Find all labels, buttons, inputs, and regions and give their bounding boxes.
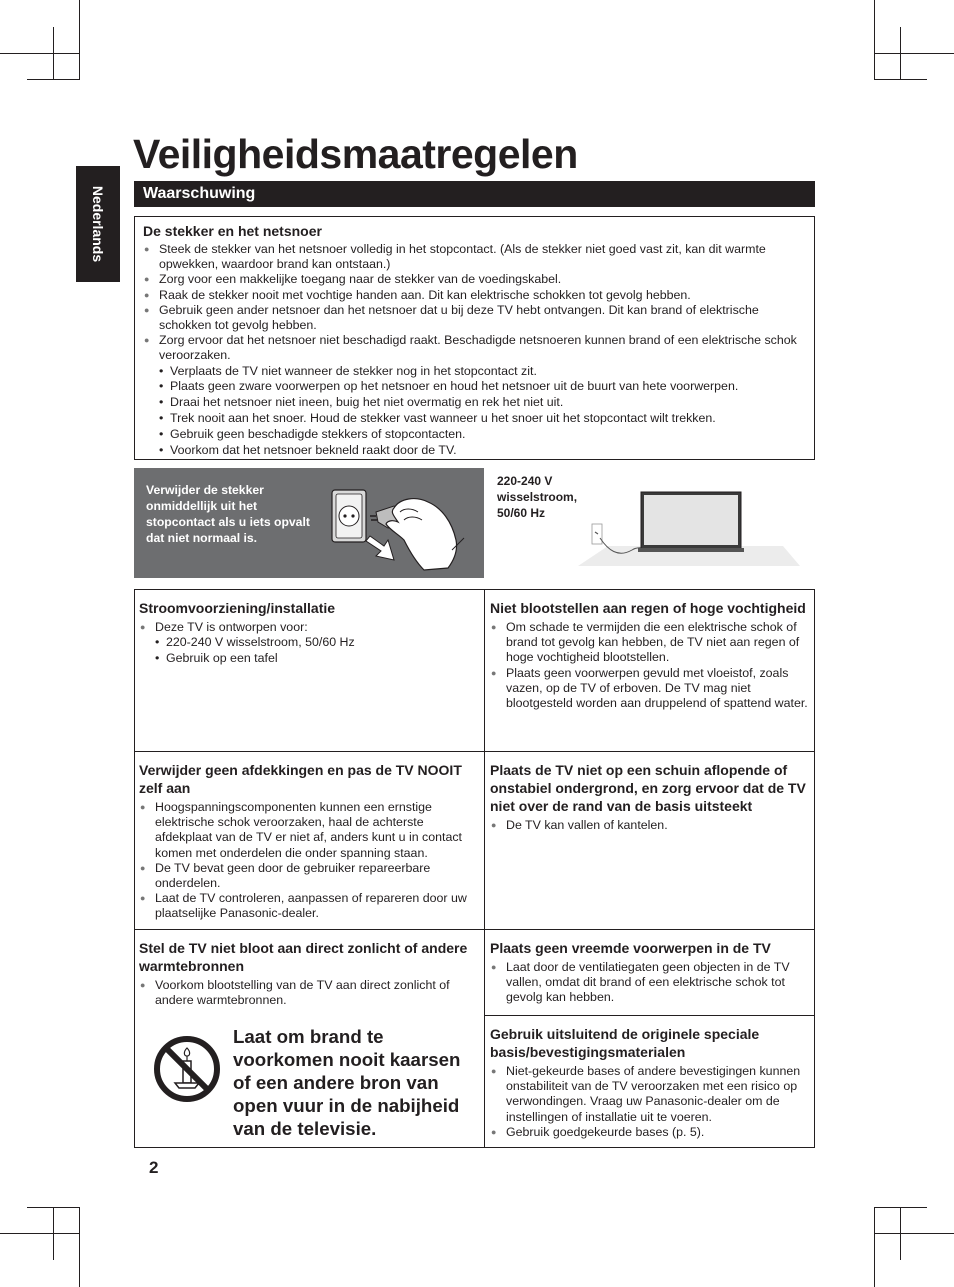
list-item: ● Laat door de ventilatiegaten geen objecten in de TV vallen, omdat dit brand of een elektrische schok tot gevolg kan hebben.	[490, 960, 809, 1006]
crop-mark	[0, 53, 80, 54]
language-tab	[76, 166, 120, 282]
covers-bullets	[139, 800, 478, 922]
sunlight-title: Stel de TV niet bloot aan direct zonlicht of andere warmtebronnen	[139, 940, 468, 974]
stand-cell	[485, 1015, 815, 1140]
rain-title: Niet blootstellen aan regen of hoge vochtigheid	[490, 600, 806, 616]
list-item: • Voorkom dat het netsnoer bekneld raakt door de TV.	[143, 443, 806, 459]
unplug-illustration	[324, 478, 474, 574]
crop-mark	[79, 1207, 80, 1287]
foreign-objects-cell	[485, 929, 815, 1006]
stand-bullets	[490, 1064, 809, 1140]
crop-mark	[874, 1207, 927, 1208]
list-item: • Trek nooit aan het snoer. Houd de stekker vast wanneer u het snoer uit het stopcontact wilt trekken.	[143, 411, 806, 427]
plug-section	[134, 216, 815, 460]
list-item: ● Zorg voor een makkelijke toegang naar de stekker van de voedingskabel.	[143, 272, 806, 287]
crop-mark	[874, 79, 927, 80]
crop-mark	[874, 53, 954, 54]
list-item: ● Laat de TV controleren, aanpassen of repareren door uw plaatselijke Panasonic-dealer.	[139, 891, 478, 921]
tv-illustration	[578, 488, 803, 568]
power-cell	[134, 589, 484, 667]
foreign-title: Plaats geen vreemde voorwerpen in de TV	[490, 940, 771, 956]
list-item: ● Voorkom blootstelling van de TV aan direct zonlicht of andere warmtebronnen.	[139, 978, 478, 1008]
slope-bullets	[490, 818, 809, 833]
page-number: 2	[149, 1158, 159, 1177]
list-item: ● De TV bevat geen door de gebruiker repareerbare onderdelen.	[139, 861, 478, 891]
crop-mark	[874, 0, 875, 80]
list-item: • Gebruik geen beschadigde stekkers of stopcontacten.	[143, 427, 806, 443]
fire-warning: Laat om brand te voorkomen nooit kaarsen of een andere bron van open vuur in de nabijheid van de televisie.	[233, 1026, 461, 1139]
crop-mark	[0, 1233, 80, 1234]
foreign-bullets	[490, 960, 809, 1006]
list-item: • Verplaats de TV niet wanneer de stekker nog in het stopcontact zit.	[143, 364, 806, 380]
rain-bullets	[490, 620, 809, 711]
covers-cell	[134, 751, 484, 922]
crop-mark	[27, 79, 80, 80]
list-item: ● De TV kan vallen of kantelen.	[490, 818, 809, 833]
list-item: ● Hoogspanningscomponenten kunnen een ernstige elektrische schok veroorzaken, haal de achterste afdekplaat van de TV er niet af, anders kunt u in contact komen met onderdelen die onder spanning staan.	[139, 800, 478, 861]
list-item: ● Raak de stekker nooit met vochtige handen aan. Dit kan elektrische schokken tot gevolg hebben.	[143, 288, 806, 303]
list-item: ● Zorg ervoor dat het netsnoer niet beschadigd raakt. Beschadigde netsnoeren kunnen brand of een elektrische schok veroorzaken.	[143, 333, 806, 363]
crop-mark	[874, 1207, 875, 1287]
power-bullets	[139, 620, 478, 635]
language-tab-label: Nederlands	[90, 185, 106, 263]
crop-mark	[874, 1233, 954, 1234]
list-item: • Draai het netsnoer niet ineen, buig het niet overmatig en rek het niet uit.	[143, 395, 806, 411]
list-item: ● Niet-gekeurde bases of andere bevestigingen kunnen onstabiliteit van de TV veroorzaken met een risico op verwondingen. Vraag uw Panasonic-dealer om de instellingen of installatie uit te voeren.	[490, 1064, 809, 1125]
covers-title: Verwijder geen afdekkingen en pas de TV NOOIT zelf aan	[139, 762, 462, 796]
list-item: • Gebruik op een tafel	[139, 651, 478, 667]
plug-sub-bullets	[143, 364, 806, 459]
list-item: • Plaats geen zware voorwerpen op het netsnoer en houd het netsnoer uit de buurt van hete voorwerpen.	[143, 379, 806, 395]
list-item: ● Plaats geen voorwerpen gevuld met vloeistof, zoals vazen, op de TV of erboven. De TV mag niet blootgesteld worden aan druppelend of spattend water.	[490, 666, 809, 712]
plug-bullets	[143, 242, 806, 364]
power-title: Stroomvoorziening/installatie	[139, 600, 336, 616]
no-candle-icon	[153, 1035, 221, 1103]
voltage-label: 220-240 V wisselstroom, 50/60 Hz	[497, 474, 578, 520]
stand-title: Gebruik uitsluitend de originele speciale basis/bevestigingsmaterialen	[490, 1026, 760, 1060]
sunlight-bullets	[139, 978, 478, 1008]
crop-mark	[27, 1207, 80, 1208]
unplug-panel	[134, 468, 484, 578]
list-item: ● Steek de stekker van het netsnoer volledig in het stopcontact. (Als de stekker niet goed vast zit, kan dit warmte opwekken, waardoor brand kan ontstaan.)	[143, 242, 806, 272]
list-item: ● Gebruik goedgekeurde bases (p. 5).	[490, 1125, 809, 1140]
slope-title: Plaats de TV niet op een schuin aflopende of onstabiel ondergrond, en zorg ervoor dat de TV niet over de rand van de basis uitsteekt	[490, 762, 806, 814]
warning-bar: Waarschuwing	[134, 181, 815, 207]
slope-cell	[485, 751, 815, 833]
sunlight-cell	[134, 929, 484, 1008]
list-item: ● Gebruik geen ander netsnoer dan het netsnoer dat u bij deze TV hebt ontvangen. Dit kan brand of elektrische schokken tot gevolg hebben.	[143, 303, 806, 333]
unplug-text: Verwijder de stekker onmiddellijk uit het stopcontact als u iets opvalt dat niet normaal is.	[146, 483, 310, 545]
list-item: ● Deze TV is ontworpen voor:	[139, 620, 478, 635]
plug-title: De stekker en het netsnoer	[143, 223, 322, 239]
list-item: ● Om schade te vermijden die een elektrische schok of brand tot gevolg kan hebben, de TV niet aan regen of hoge vochtigheid blootstellen.	[490, 620, 809, 666]
list-item: • 220-240 V wisselstroom, 50/60 Hz	[139, 635, 478, 651]
crop-mark	[79, 0, 80, 80]
rain-cell	[485, 589, 815, 711]
power-sub-bullets	[139, 635, 478, 667]
page-title: Veiligheidsmaatregelen	[133, 131, 578, 177]
